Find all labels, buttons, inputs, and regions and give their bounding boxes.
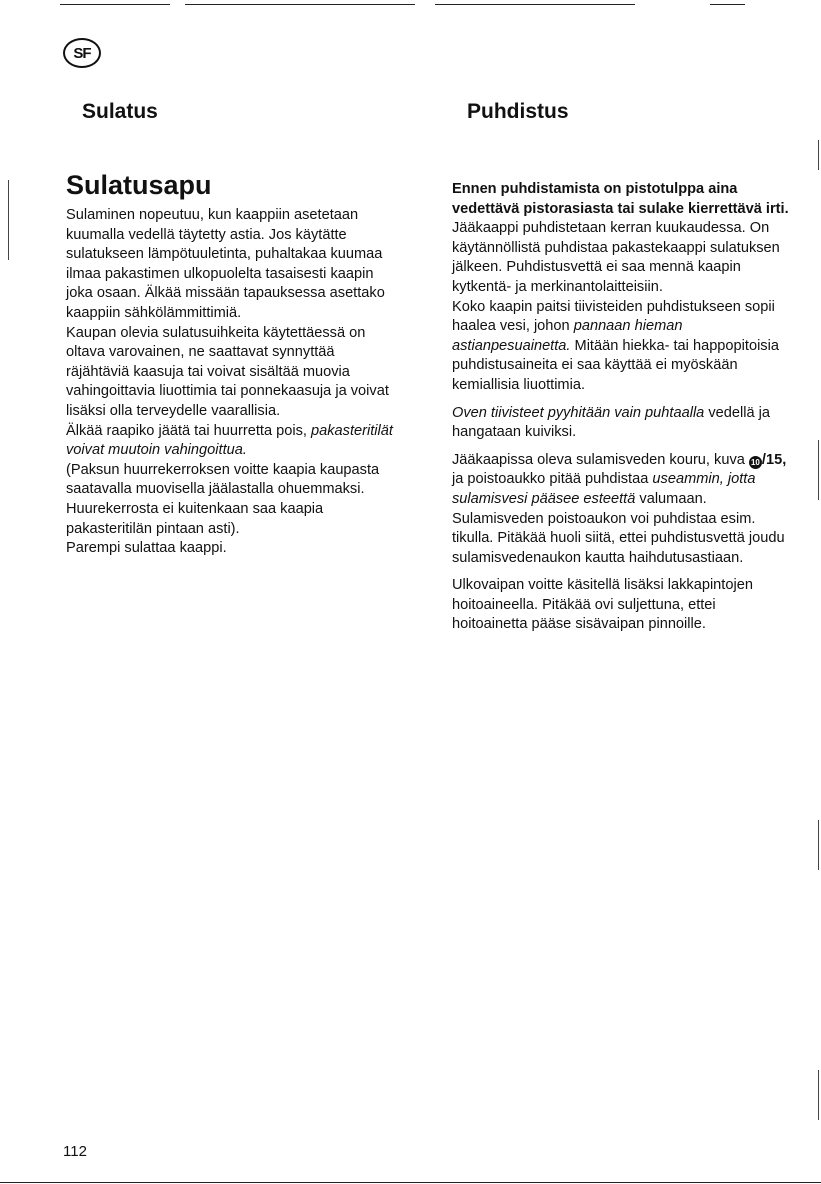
section-title-puhdistus: Puhdistus [467, 100, 569, 123]
right-edge-mark [818, 140, 819, 170]
italic-text: useammin, jotta sulamisvesi pääsee esteettä [452, 471, 756, 507]
paragraph [452, 404, 792, 443]
paragraph: Sulaminen nopeutuu, kun kaappiin asetetaan kuumalla vedellä täytetty astia. Jos käytätte sulatukseen lämpötuuletinta, puhaltakaa kuumaa ilmaa pakastimen ulkopuolelta tasaisesti kaapin joka osaan. Älkää missään tapauksessa asettako kaappiin sähkölämmittimiä. [66, 207, 385, 321]
paragraph [452, 298, 792, 396]
italic-text: pakasteritilät voivat muutoin vahingoittua. [66, 422, 393, 459]
paragraph: Parempi sulattaa kaappi. [66, 540, 227, 557]
page-number: 112 [63, 1143, 87, 1160]
text: vedellä ja hangataan kuiviksi. [452, 404, 771, 441]
italic-text: Oven tiivisteet pyyhitään vain puhtaalla [452, 404, 705, 421]
italic-text: pannaan hieman astianpesuainetta. [452, 318, 683, 354]
subheading-sulatusapu: Sulatusapu [66, 170, 212, 200]
section-title-sulatus: Sulatus [82, 100, 158, 123]
paragraph [66, 422, 396, 461]
right-edge-mark [818, 1070, 819, 1120]
paragraph: Ulkovaipan voitte käsitellä lisäksi lakkapintojen hoitoaineella. Pitäkää ovi suljettuna, ettei hoitoainetta pääse sisävaipan pinnoille. [452, 577, 753, 633]
language-badge: SF [63, 38, 101, 68]
text: valumaan. Sulamisveden poistoaukon voi puhdistaa esim. tikulla. Pitäkää huoli siitä, ettei puhdistusvettä joudu sulamisvedenaukon kautta haihdutusastiaan. [452, 490, 785, 566]
text: ja poistoaukko pitää puhdistaa [452, 471, 649, 488]
bottom-rule [0, 1182, 821, 1183]
top-rule [60, 4, 170, 5]
paragraph: Kaupan olevia sulatusuihkeita käytettäessä on oltava varovainen, ne saattavat synnyttää räjähtäviä kaasuja tai voivat sisältää muovia vahingoittavia liuottimia tai ponnekaasuja ja voivat lisäksi olla terveydelle vaarallisia. [66, 324, 389, 419]
figure-number-icon: 10 [749, 456, 762, 469]
text: Jääkaapissa oleva sulamisveden kouru, kuva [452, 451, 745, 468]
paragraph: (Paksun huurrekerroksen voitte kaapia kaupasta saatavalla muovisella jäälastalla ohuemmaksi. Huurekerrosta ei kuitenkaan saa kaapia pakasteritilän pintaan asti). [66, 461, 380, 537]
text: Koko kaapin paitsi tiivisteiden puhdistukseen sopii haalea vesi, johon [452, 298, 775, 335]
text: Mitään hiekka- tai happopitoisia puhdistusaineita ei saa käyttää ei myöskään kemiallisia liuottimia. [452, 337, 779, 393]
top-rule [710, 4, 745, 5]
paragraph [452, 451, 792, 569]
top-rule [435, 4, 635, 5]
paragraph: Jääkaappi puhdistetaan kerran kuukaudessa. On käytännöllistä puhdistaa pakastekaappi sulatuksen jälkeen. Puhdistusvettä ei saa mennä kaapin kytkentä- ja merkinantolaitteisiin. [452, 220, 780, 295]
right-edge-mark [818, 440, 819, 500]
figure-reference [749, 452, 786, 468]
top-rule [185, 4, 415, 5]
figure-reference-rest: /15, [761, 451, 787, 468]
text: Älkää raapiko jäätä tai huurretta pois, [66, 422, 307, 439]
right-edge-mark [818, 820, 819, 870]
left-column [66, 206, 396, 559]
warning-paragraph: Ennen puhdistamista on pistotulppa aina vedettävä pistorasiasta tai sulake kierrettävä irti. [452, 181, 789, 217]
right-column [452, 180, 792, 635]
left-edge-mark [8, 180, 9, 260]
